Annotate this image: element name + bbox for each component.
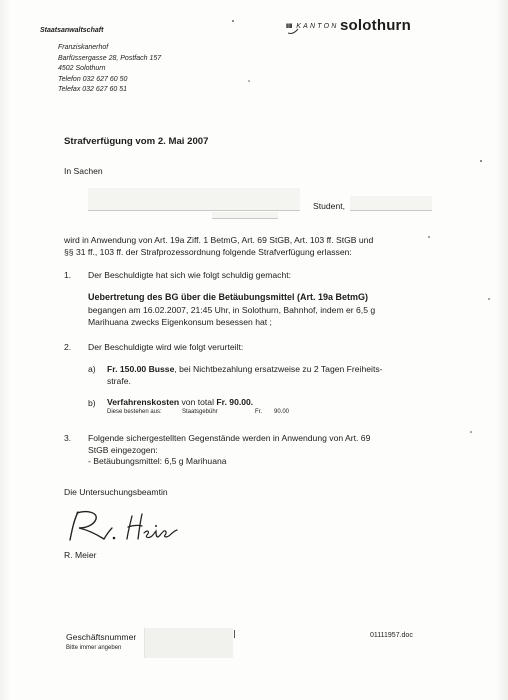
case-number-label: Geschäftsnummer <box>66 632 137 642</box>
document-title: Strafverfügung vom 2. Mai 2007 <box>64 136 209 147</box>
item1-text: Der Beschuldigte hat sich wie folgt schuldig gemacht: <box>88 270 292 280</box>
item3-text <box>88 433 370 468</box>
intro-line: §§ 31 ff., 103 ff. der Strafprozessordnung folgende Strafverfügung erlassen: <box>64 246 352 257</box>
student-label: Student, <box>313 201 346 211</box>
signer-name: R. Meier <box>64 550 97 560</box>
fine-text: , bei Nichtbezahlung ersatzweise zu 2 Tagen Freiheits- <box>174 364 383 374</box>
item2a-label: a) <box>88 364 96 374</box>
offense-details <box>88 305 375 328</box>
scan-speck <box>248 80 250 82</box>
logo-swoosh-icon <box>287 27 299 35</box>
redacted-name <box>88 188 300 211</box>
item2b-label: b) <box>88 398 96 408</box>
item3-line: StGB eingezogen: <box>88 444 158 455</box>
redacted-case-number <box>144 628 233 658</box>
redacted-field <box>350 196 432 211</box>
costs-label: Verfahrenskosten <box>107 397 180 407</box>
item2a-text <box>107 364 383 374</box>
offense-heading: Uebertretung des BG über die Betäubungsmittel (Art. 19a BetmG) <box>88 292 369 302</box>
item2b-text <box>107 397 253 407</box>
item2-text: Der Beschuldigte wird wie folgt verurteilt: <box>88 342 244 352</box>
case-number-note: Bitte immer angeben <box>66 645 122 651</box>
offense-line: begangen am 16.02.2007, 21:45 Uhr, in Solothurn, Bahnhof, indem er 6,5 g <box>88 305 376 315</box>
redacted-field <box>212 212 278 219</box>
in-sachen-label: In Sachen <box>64 166 103 176</box>
logo-bars: IIIII <box>286 24 292 30</box>
scan-speck <box>488 298 490 300</box>
fine-text-continued: strafe. <box>107 376 131 386</box>
costs-amount: Fr. 90.00. <box>216 397 254 407</box>
address-line: 4502 Solothurn <box>58 65 106 72</box>
address-block <box>58 43 161 96</box>
authority-name: Staatsanwaltschaft <box>40 27 104 34</box>
logo-kanton: KANTON <box>296 23 339 30</box>
costs-breakdown-label: Diese bestehen aus: <box>107 409 162 415</box>
costs-breakdown-value: 90.00 <box>274 409 290 415</box>
scan-speck <box>480 160 482 162</box>
logo-name: solothurn <box>340 17 411 34</box>
costs-breakdown-item: Staatsgebühr <box>182 409 218 415</box>
item3-line: Folgende sichergestellten Gegenstände werden in Anwendung von Art. 69 <box>88 433 371 443</box>
costs-breakdown-currency: Fr. <box>255 409 262 415</box>
item1-number: 1. <box>64 270 72 280</box>
signoff-label: Die Untersuchungsbeamtin <box>64 487 168 497</box>
scan-speck <box>232 20 234 22</box>
address-line: Franziskanerhof <box>58 44 109 51</box>
fine-amount: Fr. 150.00 Busse <box>107 364 175 374</box>
handwritten-signature <box>64 508 189 544</box>
item2-number: 2. <box>64 342 72 352</box>
address-line: Telefax 032 627 60 51 <box>58 86 128 93</box>
address-line: Barfüssergasse 28, Postfach 157 <box>58 54 162 62</box>
field-divider <box>234 630 235 638</box>
item3-number: 3. <box>64 433 72 443</box>
intro-line: wird in Anwendung von Art. 19a Ziff. 1 BetmG, Art. 69 StGB, Art. 103 ff. StGB und <box>64 235 374 245</box>
item3-line: - Betäubungsmittel: 6,5 g Marihuana <box>88 456 227 466</box>
intro-paragraph <box>64 235 373 258</box>
address-line: Telefon 032 627 60 50 <box>58 75 128 83</box>
scan-speck <box>428 236 430 238</box>
offense-line: Marihuana zwecks Eigenkonsum besessen hat ; <box>88 316 272 327</box>
scan-speck <box>470 431 472 433</box>
document-reference: 01111957.doc <box>370 632 413 639</box>
costs-mid: von total <box>179 397 217 407</box>
